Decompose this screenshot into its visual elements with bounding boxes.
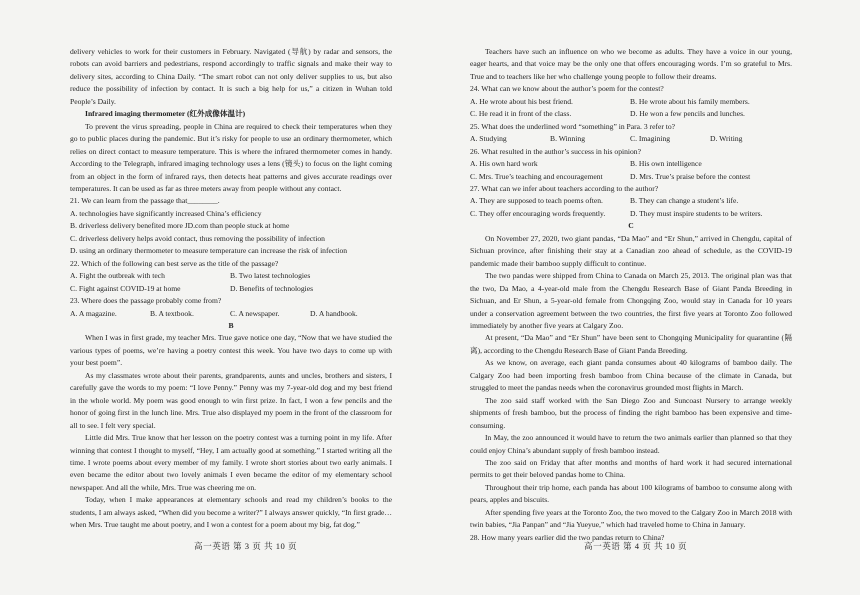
question-22: 22. Which of the following can best serve as the title of the passage? xyxy=(70,258,279,268)
passage-b-paragraph: When I was in first grade, my teacher Mrs. True gave notice one day, “Now that we have studied the various types of poems, we’re having a poetry contest this week. You have two days to come up with your best poem”. xyxy=(70,333,392,368)
question-22-options-row xyxy=(70,270,392,282)
passage-c-paragraph: After spending five years at the Toronto Zoo, the two moved to the Calgary Zoo in March 2018 with twin babies, “Jia Panpan” and “Jia Yueyue,” which had traveled home to China in January. xyxy=(470,507,792,530)
question-23-options-row xyxy=(70,308,392,320)
passage-c-paragraph: As we know, on average, each giant panda consumes about 40 kilograms of bamboo daily. The Calgary Zoo had been importing fresh bamboo from China because of the climate in Canada, but struggled to meet the pandas needs when the coronavirus grounded most flights in March. xyxy=(470,358,792,393)
passage-a-paragraph: To prevent the virus spreading, people in China are required to check their temperatures when they go to public places during the pandemic. But it’s risky for people to use an ordinary thermometer, which relies on direct contact to measure temperature. This is where the infrared thermometer comes in handy. According to the Telegraph, infrared imaging technology uses a lens (镜头) to focus on the light coming from an object in the form of infrared rays, then detects heat patterns and gives accurate readings over temperatures. It can be used as far as three meters away from people without any contact. xyxy=(70,121,392,193)
question-22-option-a: A. Fight the outbreak with tech xyxy=(70,271,165,281)
question-26-option-c: C. Mrs. True’s teaching and encouragement xyxy=(470,171,603,181)
page-4-column xyxy=(470,46,792,544)
section-heading-thermometer: Infrared imaging thermometer (红外成像体温计) xyxy=(85,109,246,119)
question-26-options-row xyxy=(470,158,792,170)
passage-b-paragraph: As my classmates wrote about their parents, grandparents, aunts and uncles, brothers and sisters, I carefully gave the words to my poem: “I love Penny.” Penny was my 7-year-old dog and my best friend in the whole world. My poem was good enough to win first prize. In fact, I won a few pencils and the honor of going first in the lunch line. Mrs. True also displayed my poem in the front of the classroom for all to see. I felt very special. xyxy=(70,370,392,430)
passage-a-paragraph: delivery vehicles to work for their customers in February. Navigated (导航) by radar and sensors, the robots can avoid barriers and pedestrians, respond accordingly to traffic signals and make their way to delivery sites, according to China Daily. “The smart robot can not only deliver supplies to us, but also reduce the possibility of infection by contact. It is such a big help for us,” a citizen in Wuhan told People’s Daily. xyxy=(70,47,392,106)
question-26-options-row xyxy=(470,171,792,183)
question-22-options-row xyxy=(70,283,392,295)
question-26-option-b: B. His own intelligence xyxy=(630,159,702,169)
question-23-option-c: C. A newspaper. xyxy=(230,308,280,318)
passage-c-paragraph: At present, “Da Mao” and “Er Shun” have been sent to Chongqing Municipality for quarantine (隔离), according to the Chengdu Research Base of Giant Panda Breeding. xyxy=(470,333,792,355)
question-23-option-b: B. A textbook. xyxy=(150,308,194,318)
passage-c-paragraph: The zoo said staff worked with the San Diego Zoo and Suncoast Nursery to arrange weekly shipments of fresh bamboo, but the process of finding the right bamboo has been expensive and time-consuming. xyxy=(470,395,792,430)
question-25: 25. What does the underlined word “something” in Para. 3 refer to? xyxy=(470,121,676,131)
question-24-options-row xyxy=(470,96,792,108)
passage-c-paragraph: Throughout their trip home, each panda has about 100 kilograms of bamboo to consume along with pears, apples and biscuits. xyxy=(470,482,792,505)
passage-c-paragraph: The zoo said on Friday that after months and months of hard work it had secured international permits to get their beloved pandas home to China. xyxy=(470,457,792,480)
passage-b-paragraph: Little did Mrs. True know that her lesson on the poetry contest was a turning point in my life. After winning that contest I thought to myself, “Hey, I am actually good at something.” I started writing all the time. I wrote poems about every member of my family. I wrote short stories about two early animals. I even became the editor about two lovely animals I even became the editor of my elementary school newspaper. And all the while, Mrs. True was cheering me on. xyxy=(70,433,392,492)
question-21-option-a: A. technologies have significantly increased China’s efficiency xyxy=(70,208,262,218)
question-26: 26. What resulted in the author’s success in his opinion? xyxy=(470,146,641,156)
question-27-option-c: C. They offer encouraging words frequently. xyxy=(470,208,606,218)
question-27-option-d: D. They must inspire students to be writers. xyxy=(630,208,763,218)
question-24-option-b: B. He wrote about his family members. xyxy=(630,96,750,106)
passage-c-paragraph: The two pandas were shipped from China to Canada on March 25, 2013. The original plan was that the two, Da Mao, a 4-year-old male from the Chengdu Research Base of Giant Panda Breeding in Sichuan, and Er Shun, a 5-year-old female from Chongqing Zoo, would stay in Canada for 10 years under a conservation agreement between the two countries, the first five years at Toronto Zoo followed immediately by another five years at Calgary Zoo. xyxy=(470,271,792,330)
question-27-option-a: A. They are supposed to teach poems often. xyxy=(470,196,603,206)
question-25-options-row xyxy=(470,133,792,145)
question-21-option-d: D. using an ordinary thermometer to measure temperature can increase the risk of infection xyxy=(70,246,348,256)
question-24-option-c: C. He read it in front of the class. xyxy=(470,109,572,119)
question-25-option-d: D. Writing xyxy=(710,134,743,144)
question-22-option-b: B. Two latest technologies xyxy=(230,271,311,281)
question-28: 28. How many years earlier did the two pandas return to China? xyxy=(470,532,665,542)
page-footer-3: 高一英语 第 3 页 共 10 页 xyxy=(194,541,298,551)
question-27-options-row xyxy=(470,208,792,220)
question-22-option-d: D. Benefits of technologies xyxy=(230,283,314,293)
question-25-option-a: A. Studying xyxy=(470,134,507,144)
question-27-option-b: B. They can change a student’s life. xyxy=(630,196,739,206)
page-footer-4: 高一英语 第 4 页 共 10 页 xyxy=(584,541,688,551)
question-21: 21. We can learn from the passage that________. xyxy=(70,196,220,206)
question-21-option-b: B. driverless delivery benefited more JD.com than people stuck at home xyxy=(70,221,290,231)
question-24-options-row xyxy=(470,108,792,120)
question-27-options-row xyxy=(470,195,792,207)
question-27: 27. What can we infer about teachers according to the author? xyxy=(470,183,659,193)
question-23-option-a: A. A magazine. xyxy=(70,308,117,318)
section-label-c: C xyxy=(628,221,634,231)
question-21-option-c: C. driverless delivery helps avoid contact, thus removing the possibility of infection xyxy=(70,233,325,243)
question-25-option-b: B. Winning xyxy=(550,134,585,144)
question-22-option-c: C. Fight against COVID-19 at home xyxy=(70,283,181,293)
question-24-option-d: D. He won a few pencils and lunches. xyxy=(630,109,745,119)
question-25-option-c: C. Imagining xyxy=(630,134,671,144)
question-23-option-d: D. A handbook. xyxy=(310,308,358,318)
question-24: 24. What can we know about the author’s poem for the contest? xyxy=(470,84,664,94)
passage-c-paragraph: In May, the zoo announced it would have to return the two animals earlier than planned so that they could enjoy China’s abundant supply of fresh bamboo instead. xyxy=(470,433,792,455)
question-24-option-a: A. He wrote about his best friend. xyxy=(470,96,573,106)
page-3-column xyxy=(70,46,392,532)
question-23: 23. Where does the passage probably come from? xyxy=(70,296,222,306)
passage-b-paragraph: Today, when I make appearances at elementary schools and read my children’s books to the students, I am always asked, “When did you become a writer?” I always answer quickly, “In first grade…when Mrs. True taught me about poetry, and I won a contest for a poem about my big, fat dog.” xyxy=(70,495,392,530)
question-26-option-a: A. His own hard work xyxy=(470,159,538,169)
passage-c-paragraph: On November 27, 2020, two giant pandas, “Da Mao” and “Er Shun,” arrived in Chengdu, capital of Sichuan province, after finishing their stay at a Canadian zoo ahead of schedule, as the COVID-19 pandemic made their bamboo supply difficult to continue. xyxy=(470,233,792,268)
passage-b-paragraph: Teachers have such an influence on who we become as adults. They have a voice in our young, eager hearts, and that voice may be the only one that offers encouraging words. I’m so grateful to Mrs. True and to teachers like her who challenge young people to follow their dreams. xyxy=(470,47,792,81)
question-26-option-d: D. Mrs. True’s praise before the contest xyxy=(630,171,751,181)
section-label-b: B xyxy=(228,320,234,330)
